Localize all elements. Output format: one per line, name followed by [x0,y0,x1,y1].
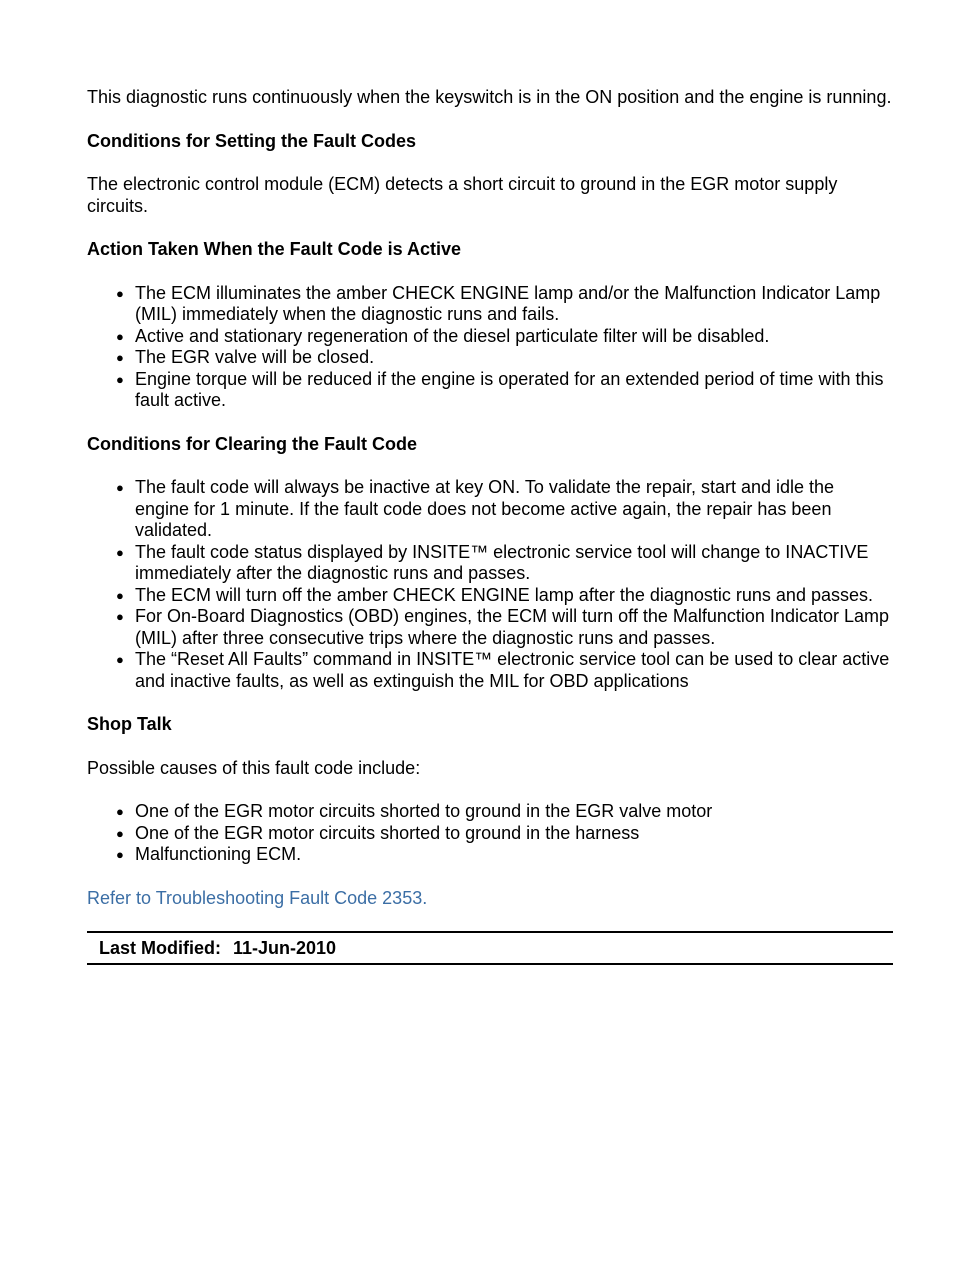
bullet-icon: ● [116,350,124,365]
bullet-icon: ● [116,825,124,841]
bullet-icon: ● [116,328,124,344]
list-item: ● One of the EGR motor circuits shorted to ground in the harness [116,822,640,843]
shop-talk-heading: Shop Talk [87,714,172,734]
setting-text: The electronic control module (ECM) detects a short circuit to ground in the EGR motor supply circuits. [87,174,838,216]
list-item: ● Malfunctioning ECM. [116,844,302,864]
list-item: ● Engine torque will be reduced if the engine is operated for an extended period of time with this fault active. [116,368,884,410]
list-item: ● The fault code will always be inactive at key ON. To validate the repair, start and idle the engine for 1 minute. If the fault code does not become active again, the repair has been validated. [116,477,835,540]
list-item: ● Active and stationary regeneration of the diesel particulate filter will be disabled. [116,325,770,346]
list-item: ● The fault code status displayed by INSITE™ electronic service tool will change to INACTIVE immediately after the diagnostic runs and passes. [116,541,869,583]
clearing-heading: Conditions for Clearing the Fault Code [87,433,417,454]
troubleshooting-link[interactable]: Refer to Troubleshooting Fault Code 2353. [87,887,428,908]
action-heading: Action Taken When the Fault Code is Active [87,239,462,259]
list-item: ● The “Reset All Faults” command in INSITE™ electronic service tool can be used to clear active and inactive faults, as well as extinguish the MIL for OBD applications [116,649,890,691]
bullet-icon: ● [116,652,124,667]
last-modified-bar [87,931,893,965]
bullet-icon: ● [116,285,124,301]
intro-text: This diagnostic runs continuously when the keyswitch is in the ON position and the engine is running. [87,87,892,107]
bullet-icon: ● [116,371,124,387]
bullet-icon: ● [116,804,124,819]
bullet-icon: ● [116,480,124,495]
shop-talk-text: Possible causes of this fault code include: [87,757,421,778]
last-modified-date: 11-Jun-2010 [233,937,337,958]
list-item: ● One of the EGR motor circuits shorted to ground in the EGR valve motor [116,801,713,821]
list-item: ● The EGR valve will be closed. [116,347,375,367]
list-item: ● The ECM illuminates the amber CHECK ENGINE lamp and/or the Malfunction Indicator Lamp (MIL) immediately when the diagnostic runs and fails. [116,282,881,324]
document-page [87,87,893,965]
bullet-icon: ● [116,544,124,560]
bullet-icon: ● [116,609,124,624]
last-modified-label: Last Modified: [99,937,221,958]
clearing-list [87,477,893,692]
bullet-icon: ● [116,587,124,603]
bullet-icon: ● [116,847,124,862]
list-item: ● For On-Board Diagnostics (OBD) engines, the ECM will turn off the Malfunction Indicator Lamp (MIL) after three consecutive trips where the diagnostic runs and passes. [116,606,889,648]
action-list [87,283,893,412]
setting-heading: Conditions for Setting the Fault Codes [87,130,416,151]
causes-list [87,801,893,866]
list-item: ● The ECM will turn off the amber CHECK ENGINE lamp after the diagnostic runs and passes. [116,584,873,605]
